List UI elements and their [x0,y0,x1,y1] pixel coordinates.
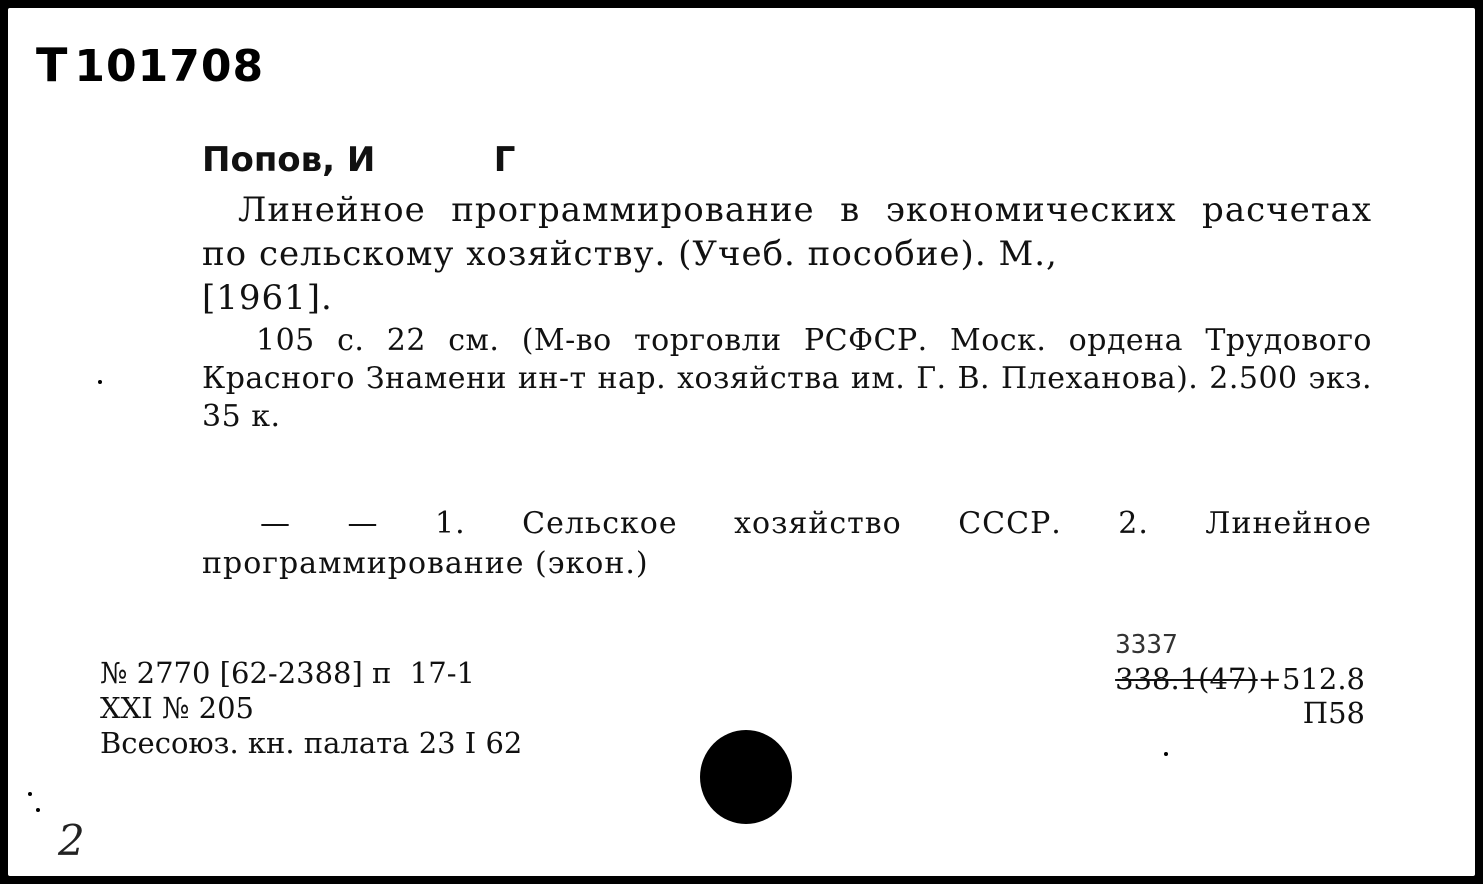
handwritten-class-number: 3337 [1115,630,1178,660]
punch-hole [700,730,792,824]
classification-block [1115,628,1365,730]
inventory-digits: 101708 [74,41,265,92]
registry-line-3: Всесоюз. кн. палата 23 I 62 [100,726,523,760]
registry-line-1: № 2770 [62-2388] п 17-1 [100,656,475,690]
title-block [202,188,1372,320]
title-text: Линейное программирование в экономических расчетах по сельскому хозяйству. (Учеб. пособие). М., [202,190,1372,274]
registry-line-2: XXI № 205 [100,691,254,725]
cutter-number: П58 [1302,696,1365,730]
inventory-prefix: Т [36,38,69,92]
inventory-number [36,38,264,92]
author-heading: Попов, И Г [202,140,516,180]
registry-block [100,656,522,761]
struck-class-code: 338.1(47) [1115,662,1258,696]
publication-year: [1961]. [202,278,333,318]
subject-headings: — — 1. Сельское хозяйство СССР. 2. Линейное программирование (экон.) [202,506,1372,581]
speck [28,792,32,796]
speck [98,380,102,384]
class-code: +512.8 [1257,662,1365,696]
catalog-card [6,6,1477,878]
speck [1164,752,1168,756]
collation-note: 105 с. 22 см. (М-во торговли РСФСР. Моск. ордена Трудового Красного Знамени ин-т нар. хозяйства им. Г. В. Плеханова). 2.500 экз. 35 к. [202,323,1372,434]
speck [36,808,40,812]
classification-line [1115,662,1365,696]
handwritten-mark: 2 [58,816,85,865]
